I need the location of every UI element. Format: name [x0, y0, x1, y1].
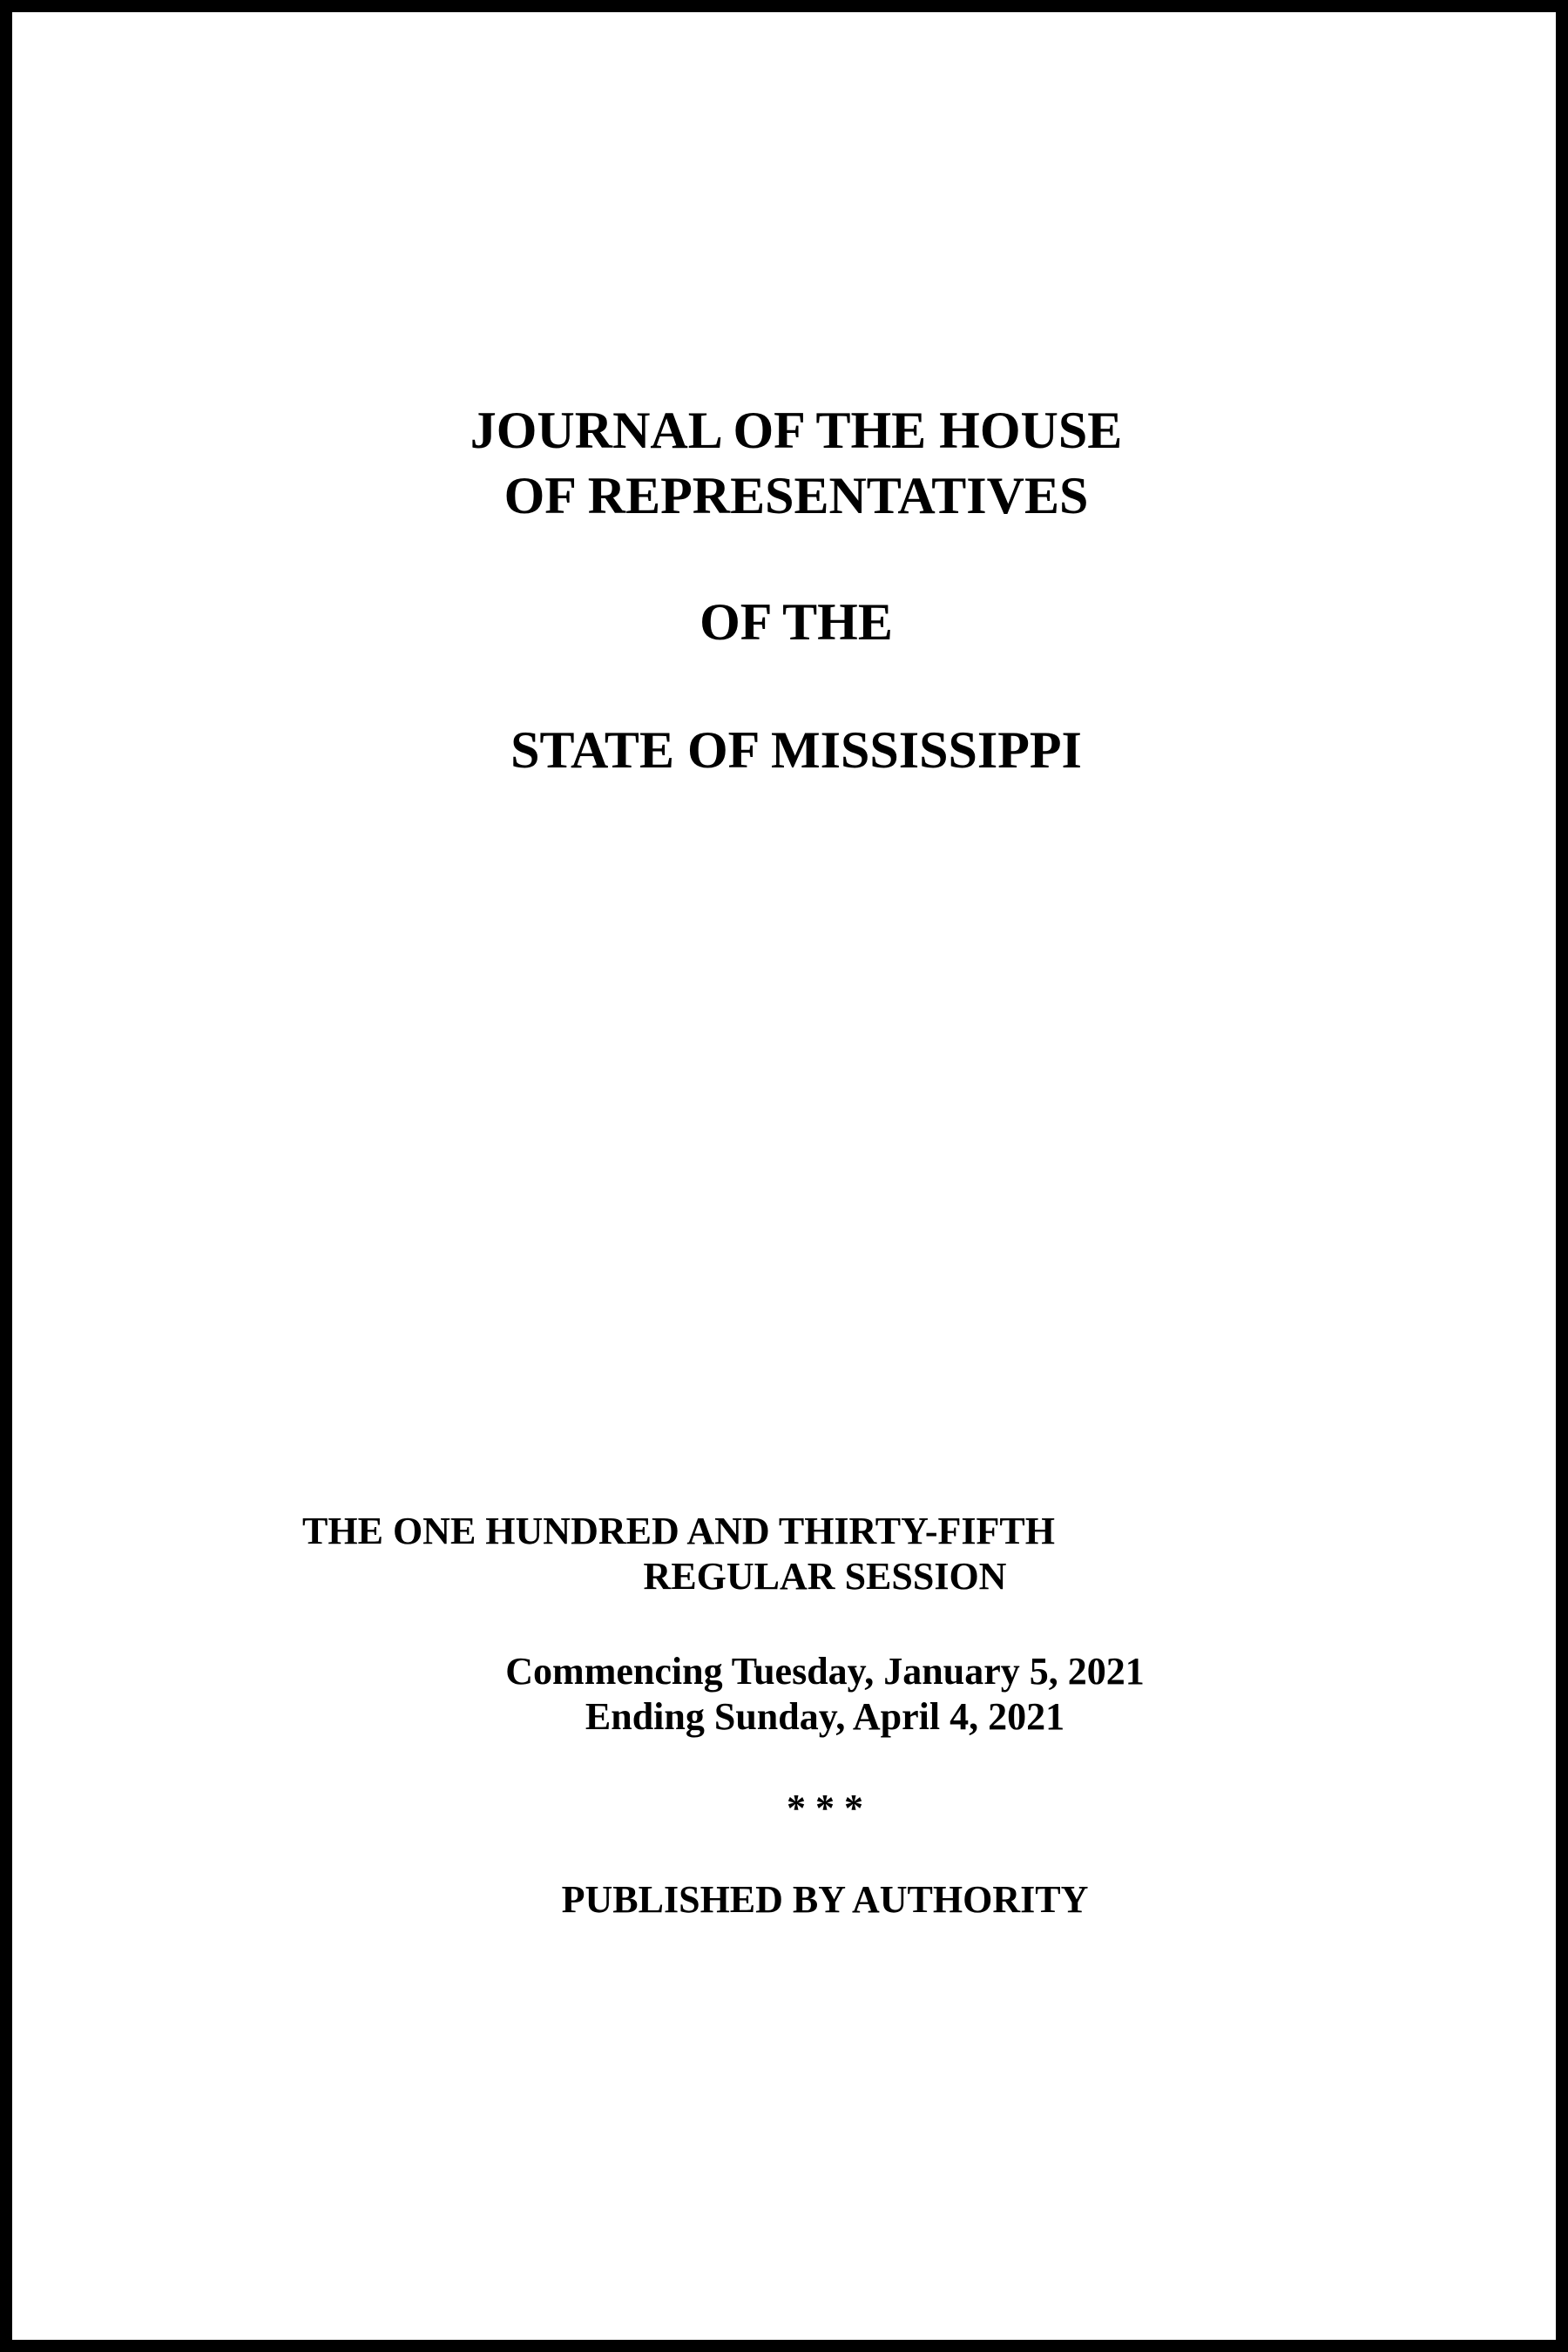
separator-asterisks: * * * — [787, 1787, 863, 1829]
title-line-1: JOURNAL OF THE HOUSE — [470, 402, 1123, 459]
title-line-2: OF REPRESENTATIVES — [504, 467, 1089, 524]
commencing-date: Commencing Tuesday, January 5, 2021 — [505, 1650, 1145, 1693]
title-line-3: OF THE — [700, 593, 893, 651]
session-line-2: REGULAR SESSION — [643, 1555, 1007, 1598]
session-line-1: THE ONE HUNDRED AND THIRTY-FIFTH — [302, 1510, 1055, 1552]
publisher-line: PUBLISHED BY AUTHORITY — [561, 1878, 1089, 1921]
ending-date: Ending Sunday, April 4, 2021 — [585, 1695, 1065, 1738]
title-line-4: STATE OF MISSISSIPPI — [510, 721, 1082, 779]
